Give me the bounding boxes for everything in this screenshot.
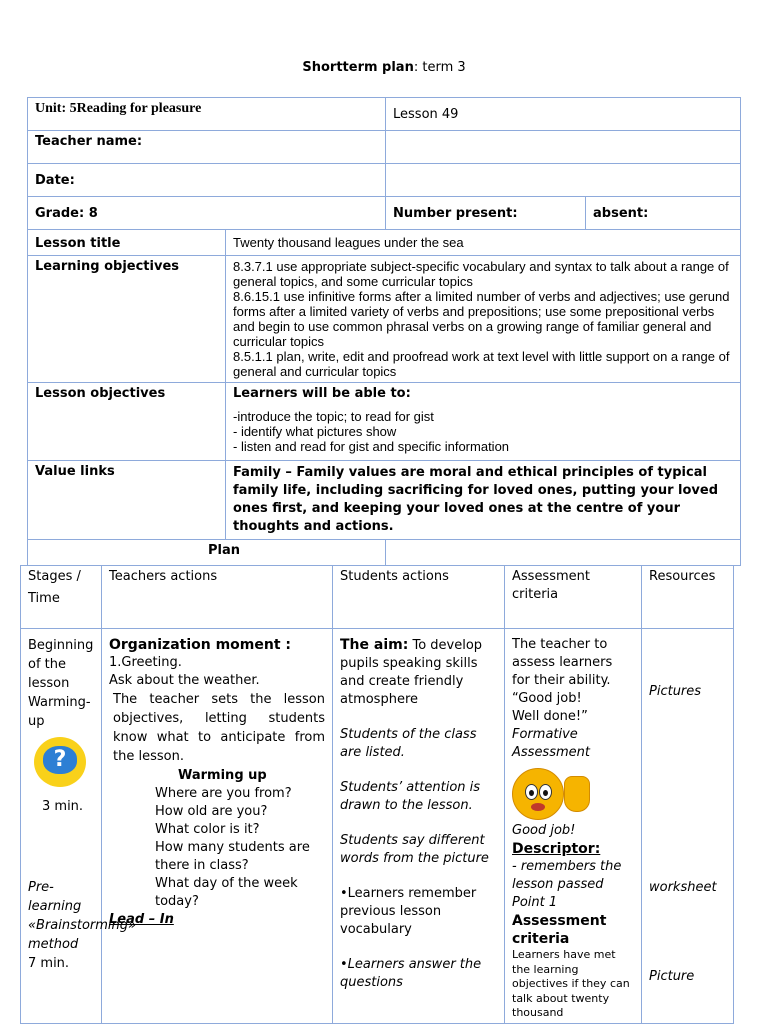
lesson-objectives-heading: Learners will be able to: [233,386,411,401]
lead-in: Lead – In [109,912,174,927]
assessment-text: The teacher to assess learners for their ability. [512,637,613,688]
stage-time: 7 min. [28,956,70,971]
student-action: Students of the class are listed. [340,727,477,760]
resources-cell [642,629,734,1024]
lesson-objectives-value [226,383,741,461]
header-resources: Resources [642,566,734,629]
lesson-objective-item: - identify what pictures show [233,424,397,439]
teacher-actions-cell [102,629,333,1024]
date-label: Date: [28,164,386,197]
weather: Ask about the weather. [109,673,260,688]
question-item: Where are you from? [155,786,292,801]
student-action: Students say different words from the picture [340,833,489,866]
question-item: What day of the week today? [155,876,298,909]
question-item: How old are you? [155,804,268,819]
resource-item: Pictures [649,684,702,699]
teacher-name-value [386,131,741,164]
student-action: Students’ attention is drawn to the lesson. [340,780,481,813]
objectives-text: The teacher sets the lesson objectives, letting students know what to anticipate from the lesson. [113,692,325,764]
absent-label: absent: [586,197,741,230]
warming-questions [109,785,325,911]
value-links-text: Family – Family values are moral and ethical principles of typical family life, including sacrificing for loved ones, putting your loved ones first, and keeping your loved ones at the centre of your thoughts and actions. [226,461,741,540]
stage-beginning: Beginning of the lesson Warming-up [28,638,94,729]
plan-heading: Plan [28,540,386,566]
warming-up-heading: Warming up [178,768,267,783]
good-job: Good job! [512,823,576,838]
question-item: How many students are there in class? [155,840,310,873]
student-action: •Learners remember previous lesson vocabulary [340,886,477,937]
header-teachers: Teachers actions [102,566,333,629]
stages-cell [21,629,137,1024]
header-assessment: Assessment criteria [505,566,642,629]
assessment-cell [505,629,642,1024]
header-stages: Stages / Time [21,566,102,629]
assessment-text: “Good job! [512,691,582,706]
learning-objectives-label: Learning objectives [28,256,226,383]
objective-item: 8.3.7.1 use appropriate subject-specific vocabulary and syntax to talk about a range of general topics, and some curricular topics [233,259,729,289]
lesson-title-value: Twenty thousand leagues under the sea [226,230,741,256]
stage-time: 3 min. [42,799,84,814]
question-cloud-icon: ? [34,737,86,787]
descriptor-heading: Descriptor: [512,841,601,857]
lesson-header-table [27,97,741,566]
number-present-label: Number present: [386,197,586,230]
point: Point 1 [512,895,558,910]
lesson-objectives-label: Lesson objectives [28,383,226,461]
header-students: Students actions [333,566,505,629]
unit-cell: Unit: 5Reading for pleasure [28,98,386,131]
value-links-label: Value links [28,461,226,540]
student-actions-cell [333,629,505,1024]
stage-pre-learning: Pre-learning «Brainstorming» method [28,880,137,952]
objective-item: 8.6.15.1 use infinitive forms after a limited number of verbs and adjectives; use gerund forms after a limited variety of verbs and prepositions; use some prepositional verbs and begin to use common phrasal verbs on a growing range of familiar general and curricular topics [233,289,730,349]
plan-table [20,565,734,1024]
student-action: •Learners answer the questions [340,957,482,990]
resource-item: Picture [649,969,695,984]
page-title: Shortterm plan: term 3 [302,60,466,75]
plan-heading-right [386,540,741,566]
lesson-cell: Lesson 49 [386,98,741,131]
descriptor-item: - remembers the lesson passed [512,859,622,892]
organization-moment: Organization moment : [109,637,292,653]
formative-assessment: Formative Assessment [512,727,590,760]
assessment-criteria-heading: Assessment criteria [512,913,607,947]
lesson-objective-item: -introduce the topic; to read for gist [233,409,434,424]
objective-item: 8.5.1.1 plan, write, edit and proofread work at text level with little support on a range of general and curricular topics [233,349,730,379]
assessment-text: Well done!” [512,709,588,724]
question-item: What color is it? [155,822,260,837]
greeting: 1.Greeting. [109,655,182,670]
smiley-thumbs-icon [512,768,634,822]
resource-item: worksheet [649,880,717,895]
grade-label: Grade: 8 [28,197,386,230]
lesson-title-label: Lesson title [28,230,226,256]
aim: The aim: To develop pupils speaking skills and create friendly atmosphere [340,637,483,707]
date-value [386,164,741,197]
learning-objectives-value [226,256,741,383]
assessment-criteria-text: Learners have met the learning objectives if they can talk about twenty thousand [512,948,630,1019]
lesson-objective-item: - listen and read for gist and specific information [233,439,510,454]
teacher-name-label: Teacher name: [28,131,386,164]
